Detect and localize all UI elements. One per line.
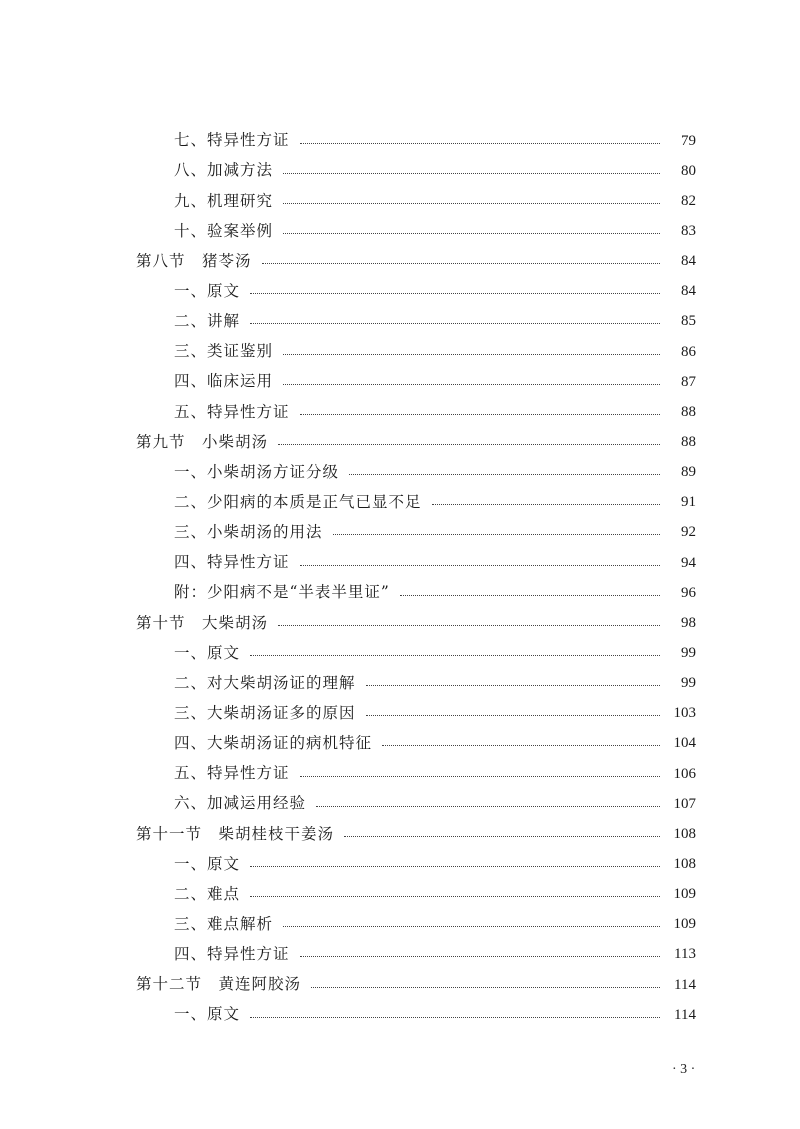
- toc-entry-page-number: 96: [681, 584, 696, 601]
- toc-entry-page-number: 99: [681, 675, 696, 692]
- toc-subsection-entry: [136, 940, 696, 970]
- toc-entry-page-number: 85: [681, 313, 696, 330]
- toc-entry-title: 六、加减运用经验: [174, 794, 307, 813]
- toc-entry-title: 三、类证鉴别: [174, 342, 274, 361]
- toc-dot-leader: [250, 1017, 660, 1018]
- toc-subsection-entry: [136, 488, 696, 518]
- toc-dot-leader: [432, 504, 660, 505]
- toc-entry-page-number: 109: [673, 886, 696, 903]
- toc-dot-leader: [300, 565, 660, 566]
- toc-entry-title: 四、临床运用: [174, 372, 274, 391]
- toc-entry-title: 四、特异性方证: [174, 553, 290, 572]
- toc-entry-title: 一、小柴胡汤方证分级: [174, 462, 340, 481]
- toc-subsection-entry: [136, 699, 696, 729]
- toc-entry-title: 第八节 猪苓汤: [136, 251, 252, 270]
- toc-entry-page-number: 92: [681, 524, 696, 541]
- toc-entry-page-number: 82: [681, 192, 696, 209]
- toc-entry-title: 一、原文: [174, 1005, 241, 1024]
- toc-entry-title: 第十二节 黄连阿胶汤: [136, 975, 302, 994]
- toc-dot-leader: [250, 323, 660, 324]
- toc-entry-page-number: 84: [681, 283, 696, 300]
- toc-entry-page-number: 99: [681, 644, 696, 661]
- toc-entry-title: 十、验案举例: [174, 221, 274, 240]
- toc-subsection-entry: [136, 880, 696, 910]
- toc-entry-title: 三、难点解析: [174, 914, 274, 933]
- toc-dot-leader: [316, 806, 660, 807]
- toc-subsection-entry: [136, 367, 696, 397]
- toc-section-entry: [136, 427, 696, 457]
- toc-entry-title: 五、特异性方证: [174, 764, 290, 783]
- toc-entry-page-number: 108: [673, 855, 696, 872]
- toc-subsection-entry: [136, 186, 696, 216]
- toc-dot-leader: [400, 595, 660, 596]
- toc-entry-page-number: 94: [681, 554, 696, 571]
- toc-dot-leader: [366, 715, 660, 716]
- toc-subsection-entry: [136, 518, 696, 548]
- toc-section-entry: [136, 247, 696, 277]
- toc-dot-leader: [283, 384, 660, 385]
- toc-dot-leader: [283, 926, 660, 927]
- toc-entry-page-number: 104: [673, 735, 696, 752]
- toc-subsection-entry: [136, 1000, 696, 1030]
- toc-entry-page-number: 108: [673, 825, 696, 842]
- toc-entry-title: 第十一节 柴胡桂枝干姜汤: [136, 824, 335, 843]
- toc-entry-title: 四、特异性方证: [174, 945, 290, 964]
- toc-entry-title: 附：少阳病不是“半表半里证”: [174, 583, 390, 602]
- toc-subsection-entry: [136, 669, 696, 699]
- toc-subsection-entry: [136, 910, 696, 940]
- toc-dot-leader: [300, 956, 660, 957]
- toc-entry-page-number: 107: [673, 795, 696, 812]
- toc-dot-leader: [283, 233, 660, 234]
- toc-entry-page-number: 114: [674, 1006, 696, 1023]
- toc-dot-leader: [278, 444, 660, 445]
- toc-entry-page-number: 86: [681, 343, 696, 360]
- toc-entry-title: 三、大柴胡汤证多的原因: [174, 703, 356, 722]
- toc-section-entry: [136, 970, 696, 1000]
- toc-entry-title: 一、原文: [174, 854, 241, 873]
- toc-entry-page-number: 87: [681, 373, 696, 390]
- toc-entry-title: 五、特异性方证: [174, 402, 290, 421]
- toc-entry-title: 二、对大柴胡汤证的理解: [174, 673, 356, 692]
- toc-entry-page-number: 88: [681, 403, 696, 420]
- toc-subsection-entry: [136, 759, 696, 789]
- toc-dot-leader: [278, 625, 660, 626]
- toc-dot-leader: [366, 685, 660, 686]
- toc-entry-title: 第十节 大柴胡汤: [136, 613, 269, 632]
- toc-section-entry: [136, 608, 696, 638]
- toc-dot-leader: [262, 263, 660, 264]
- toc-dot-leader: [250, 293, 660, 294]
- toc-dot-leader: [344, 836, 660, 837]
- toc-entry-title: 一、原文: [174, 282, 241, 301]
- toc-dot-leader: [250, 896, 660, 897]
- toc-subsection-entry: [136, 789, 696, 819]
- toc-subsection-entry: [136, 216, 696, 246]
- toc-subsection-entry: [136, 458, 696, 488]
- toc-entry-title: 一、原文: [174, 643, 241, 662]
- toc-subsection-entry: [136, 578, 696, 608]
- toc-dot-leader: [349, 474, 660, 475]
- toc-entry-page-number: 114: [674, 976, 696, 993]
- toc-entry-page-number: 89: [681, 464, 696, 481]
- toc-dot-leader: [382, 745, 660, 746]
- toc-entry-page-number: 88: [681, 433, 696, 450]
- toc-entry-page-number: 103: [673, 705, 696, 722]
- toc-entry-title: 第九节 小柴胡汤: [136, 432, 269, 451]
- toc-subsection-entry: [136, 126, 696, 156]
- toc-subsection-entry: [136, 729, 696, 759]
- page-number: · 3 ·: [672, 1062, 696, 1077]
- toc-entry-page-number: 91: [681, 494, 696, 511]
- toc-subsection-entry: [136, 307, 696, 337]
- toc-subsection-entry: [136, 337, 696, 367]
- toc-subsection-entry: [136, 638, 696, 668]
- toc-entry-page-number: 84: [681, 253, 696, 270]
- toc-dot-leader: [311, 987, 660, 988]
- toc-entry-page-number: 83: [681, 222, 696, 239]
- toc-section-entry: [136, 819, 696, 849]
- toc-dot-leader: [300, 414, 660, 415]
- toc-dot-leader: [283, 173, 660, 174]
- toc-dot-leader: [250, 866, 660, 867]
- toc-entry-page-number: 98: [681, 614, 696, 631]
- toc-entry-title: 七、特异性方证: [174, 131, 290, 150]
- toc-entry-title: 二、讲解: [174, 312, 241, 331]
- toc-dot-leader: [283, 203, 660, 204]
- toc-entry-page-number: 79: [681, 132, 696, 149]
- toc-entry-page-number: 109: [673, 916, 696, 933]
- toc-entry-title: 二、少阳病的本质是正气已显不足: [174, 493, 422, 511]
- toc-entry-title: 八、加减方法: [174, 161, 274, 180]
- toc-entry-page-number: 80: [681, 162, 696, 179]
- toc-subsection-entry: [136, 397, 696, 427]
- toc-dot-leader: [283, 354, 660, 355]
- table-of-contents: [136, 126, 696, 1030]
- toc-dot-leader: [333, 534, 660, 535]
- toc-entry-page-number: 113: [674, 946, 696, 963]
- toc-entry-title: 三、小柴胡汤的用法: [174, 523, 323, 542]
- toc-entry-title: 九、机理研究: [174, 191, 274, 210]
- toc-dot-leader: [250, 655, 660, 656]
- toc-entry-title: 四、大柴胡汤证的病机特征: [174, 734, 373, 753]
- toc-subsection-entry: [136, 156, 696, 186]
- toc-dot-leader: [300, 143, 660, 144]
- toc-subsection-entry: [136, 548, 696, 578]
- toc-entry-title: 二、难点: [174, 884, 241, 903]
- toc-entry-page-number: 106: [673, 765, 696, 782]
- toc-dot-leader: [300, 776, 660, 777]
- toc-subsection-entry: [136, 277, 696, 307]
- toc-subsection-entry: [136, 849, 696, 879]
